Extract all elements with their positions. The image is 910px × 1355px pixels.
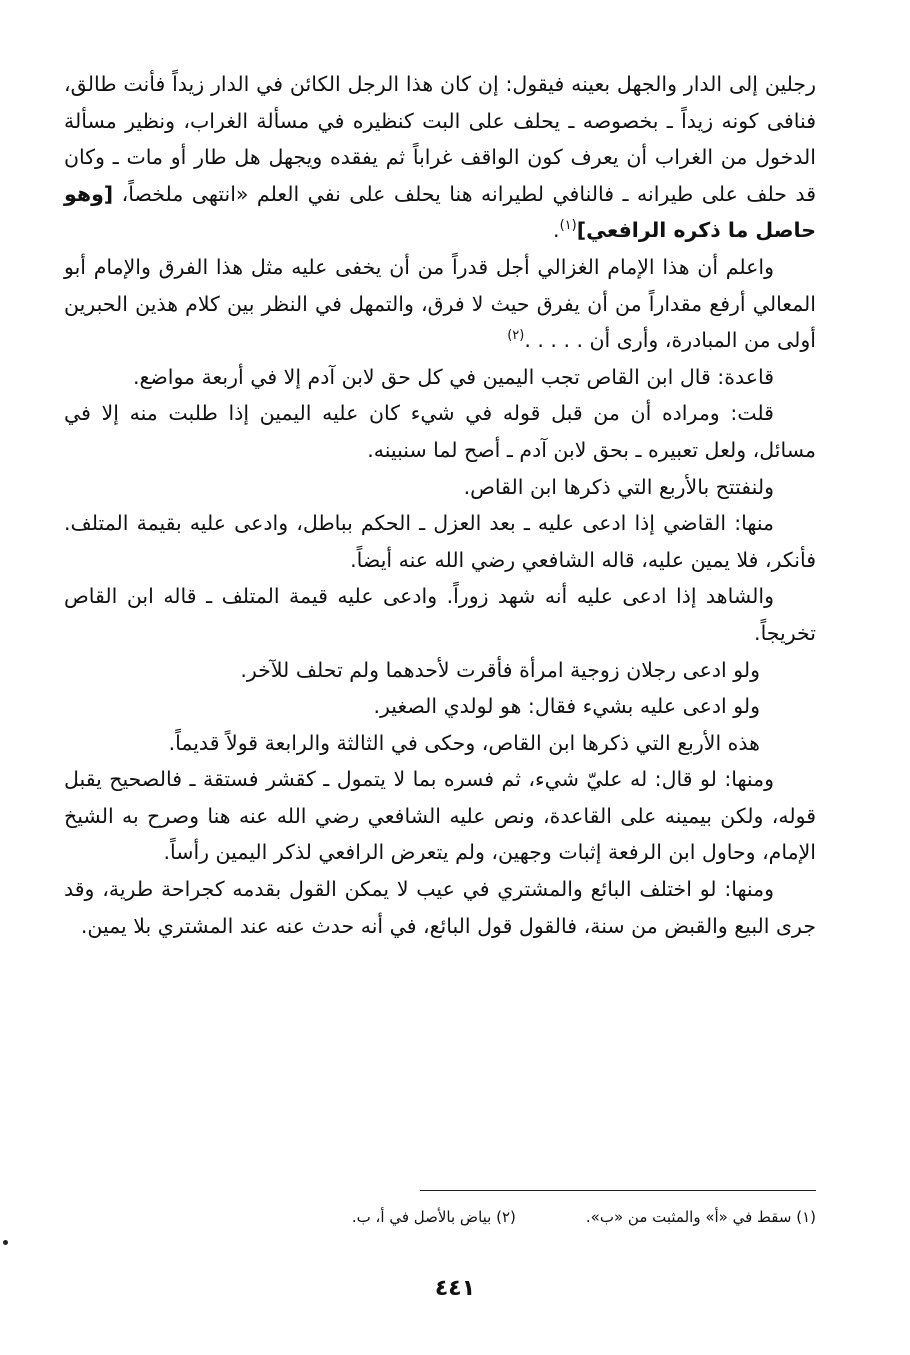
paragraph-case-child: ولو ادعى عليه بشيء فقال: هو لولدي الصغير. [373,694,760,719]
footnote-1: (١) سقط في «أ» والمثبت من «ب». [585,1208,816,1226]
paragraph-continuation [64,66,816,249]
page-number: ٤٤١ [434,1276,476,1301]
paragraph-case-confession: ومنها: لو قال: له عليّ شيء، ثم فسره بما لا يتمول ـ كقشر فستقة ـ فالصحيح يقبل قوله، ولكن بيمينه على القاعدة، ونص عليه الشافعي رضي الله عنه هنا وصرح به الشيخ الإمام، وحاول ابن الرفعة إثبات وجهين، ولم يتعرض الرافعي لذكر اليمين رأساً. [64,767,816,865]
paragraph-rule: قاعدة: قال ابن القاص تجب اليمين في كل حق لابن آدم إلا في أربعة مواضع. [132,364,774,389]
paragraph-summary: هذه الأربع التي ذكرها ابن القاص، وحكى في الثالثة والرابعة قولاً قديماً. [168,730,760,755]
paragraph-text: رجلين إلى الدار والجهل بعينه فيقول: إن كان هذا الرجل الكائن في الدار زيداً فأنت طالق، فنافى كونه زيداً ـ بخصوصه ـ يحلف على البت كنظيره في مسألة الغراب، ونظير مسألة الدخول من الغراب أن يعرف كون الواقف غراباً ثم يفقده ويجهل هل طار أو مات ـ وكان قد حلف على طيرانه ـ فالنافي لطيرانه هنا يحلف على نفي العلم «انتهى ملخصاً، [64,72,816,206]
footnote-divider [420,1190,816,1191]
bracketed-insertion: [وهو حاصل ما ذكره الرافعي] [64,181,816,243]
scan-speck [3,1240,8,1245]
paragraph-text: واعلم أن هذا الإمام الغزالي أجل قدراً من أن يخفى عليه مثل هذا الفرق والإمام أبو المعالي أرفع مقداراً من أن يفرق حيث لا فرق، والتمهل في النظر بين كلام هذين الحبرين أولى من المبادرة، وأرى أن . . . . . [64,254,816,353]
footnote-2: (٢) بياض بالأصل في أ، ب. [351,1208,516,1226]
paragraph-commentary [64,249,816,359]
page-body [64,66,816,944]
paragraph-note: قلت: ومراده أن من قبل قوله في شيء كان عليه اليمين إذا طلبت منه إلا في مسائل، ولعل تعبيره ـ بحق لابن آدم ـ أصح لما سنبينه. [64,401,816,462]
paragraph-case-judge: منها: القاضي إذا ادعى عليه ـ بعد العزل ـ الحكم بباطل، وادعى عليه بقيمة المتلف. فأنكر، فلا يمين عليه، قاله الشافعي رضي الله عنه أيضاً. [64,511,816,572]
paragraph-case-witness: والشاهد إذا ادعى عليه أنه شهد زوراً. وادعى عليه قيمة المتلف ـ قاله ابن القاص تخريجاً. [64,584,816,645]
sentence-end: . [553,218,560,243]
footnote-ref-1: (١) [559,218,577,234]
paragraph-case-defect: ومنها: لو اختلف البائع والمشتري في عيب لا يمكن القول بقدمه كجراحة طرية، وقد جرى البيع والقبض من سنة، فالقول قول البائع، في أنه حدث عنه عند المشتري بلا يمين. [64,877,816,938]
paragraph-intro: ولنفتتح بالأربع التي ذكرها ابن القاص. [463,474,774,499]
footnotes [230,1206,816,1228]
footnote-ref-2: (٢) [507,328,525,344]
paragraph-case-marriage: ولو ادعى رجلان زوجية امرأة فأقرت لأحدهما ولم تحلف للآخر. [240,657,760,682]
